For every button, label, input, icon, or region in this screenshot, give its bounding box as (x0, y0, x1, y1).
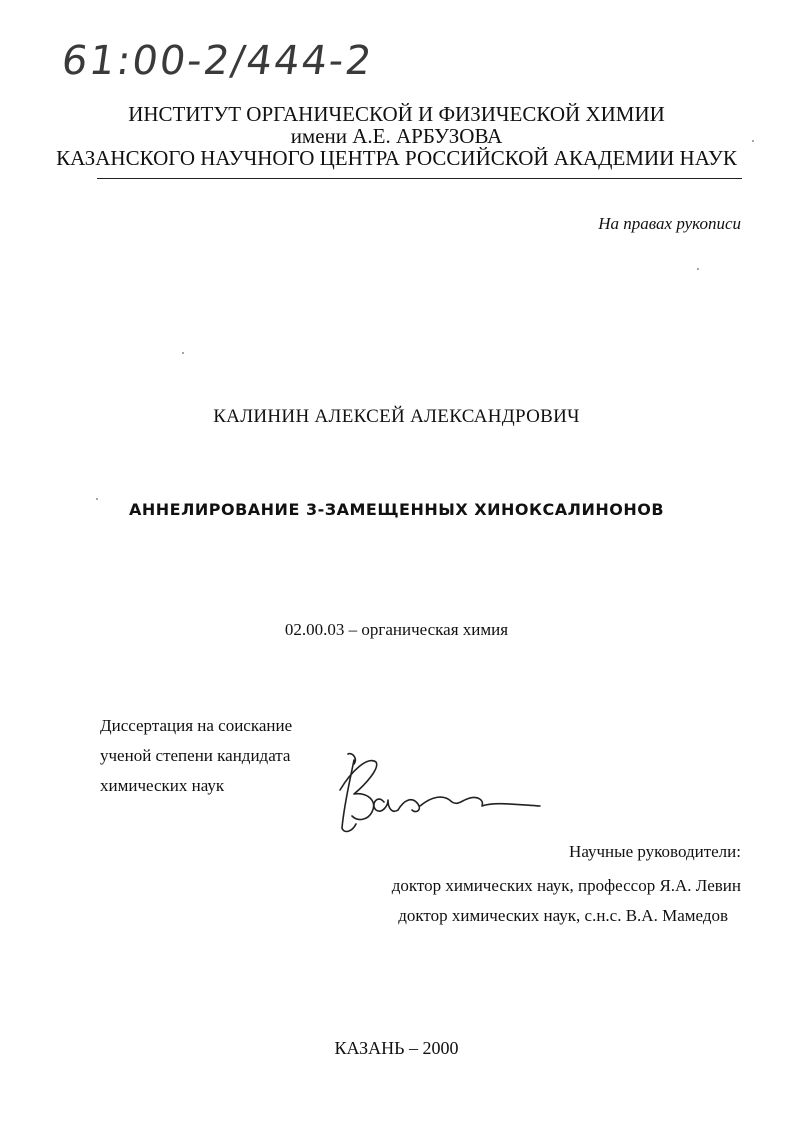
rights-note: На правах рукописи (598, 214, 741, 233)
dissertation-title: АННЕЛИРОВАНИЕ 3-ЗАМЕЩЕННЫХ ХИНОКСАЛИНОНОВ (128, 500, 665, 519)
header-divider (97, 178, 742, 179)
city-year: КАЗАНЬ – 2000 (334, 1038, 459, 1058)
author-signature (332, 750, 547, 840)
scan-speck (697, 268, 699, 270)
institute-name-line3: КАЗАНСКОГО НАУЧНОГО ЦЕНТРА РОССИЙСКОЙ АКАДЕМИИ НАУК (56, 146, 737, 170)
advisor-2: доктор химических наук, с.н.с. В.А. Мамедов (398, 906, 728, 925)
scan-speck (752, 140, 754, 142)
degree-line2: ученой степени кандидата (100, 746, 291, 765)
author-name: КАЛИНИН АЛЕКСЕЙ АЛЕКСАНДРОВИЧ (213, 406, 580, 427)
institute-name-line2: имени А.Е. АРБУЗОВА (290, 124, 503, 148)
archive-code-handwritten: 61:00-2/444-2 (58, 38, 377, 84)
degree-line3: химических наук (100, 776, 225, 795)
degree-line1: Диссертация на соискание (100, 716, 293, 735)
scan-speck (96, 498, 98, 500)
institute-name-line1: ИНСТИТУТ ОРГАНИЧЕСКОЙ И ФИЗИЧЕСКОЙ ХИМИИ (128, 102, 665, 126)
scan-speck (182, 352, 184, 354)
specialty-code: 02.00.03 – органическая химия (284, 620, 509, 639)
advisor-1: доктор химических наук, профессор Я.А. Левин (391, 876, 741, 895)
advisors-label: Научные руководители: (569, 842, 741, 861)
